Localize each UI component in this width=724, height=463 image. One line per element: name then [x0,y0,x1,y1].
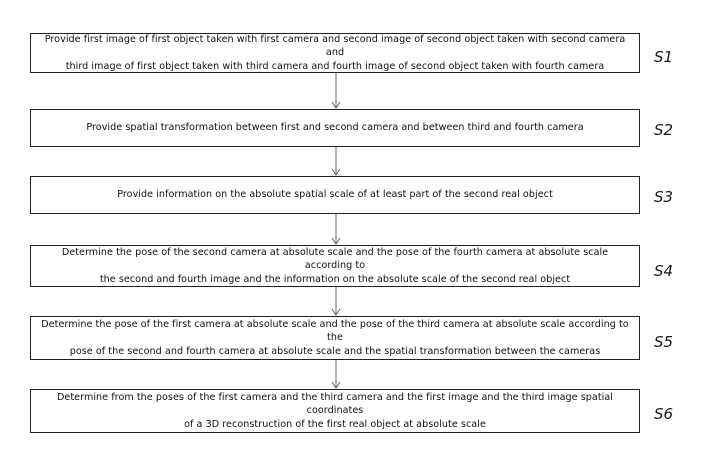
step-label-s5: S5 [654,333,674,351]
step-box-s4 [30,245,640,287]
arrow-down-icon [330,360,342,389]
step-box-s1 [30,33,640,73]
arrow-down-icon [330,147,342,176]
step-box-s2 [30,109,640,147]
step-text-s5: Determine the pose of the first camera at absolute scale and the pose of the third camera at absolute scale according to the pose of the second and fourth camera at absolute scale and the spatial transformation between the cameras [41,318,629,357]
step-text-s4: Determine the pose of the second camera at absolute scale and the pose of the fourth camera at absolute scale according to the second and fourth image and the information on the absolute scale of the second real object [61,246,609,285]
step-label-s2: S2 [654,121,674,139]
arrow-s2-to-s3 [330,147,342,176]
step-text-s2: Provide spatial transformation between first and second camera and between third and fourth camera [86,122,584,134]
step-text-s6: Determine from the poses of the first camera and the third camera and the first image and the third image spatial coordinates of a 3D reconstruction of the first real object at absolute scale [56,391,614,430]
step-box-s3 [30,176,640,214]
step-box-s6 [30,389,640,433]
step-text-s3: Provide information on the absolute spatial scale of at least part of the second real object [117,189,553,201]
step-label-s4: S4 [654,262,674,280]
arrow-s5-to-s6 [330,360,342,389]
arrow-s4-to-s5 [330,287,342,316]
step-label-s1: S1 [654,48,674,66]
step-label-s6: S6 [654,405,674,423]
arrow-down-icon [330,287,342,316]
arrow-down-icon [330,214,342,245]
arrow-down-icon [330,73,342,109]
step-label-s3: S3 [654,188,674,206]
step-text-s1: Provide first image of first object taken with first camera and second image of second object taken with second camera and third image of first object taken with third camera and fourth image of second object taken with fourth camera [44,33,626,72]
arrow-s3-to-s4 [330,214,342,245]
arrow-s1-to-s2 [330,73,342,109]
step-box-s5 [30,316,640,360]
